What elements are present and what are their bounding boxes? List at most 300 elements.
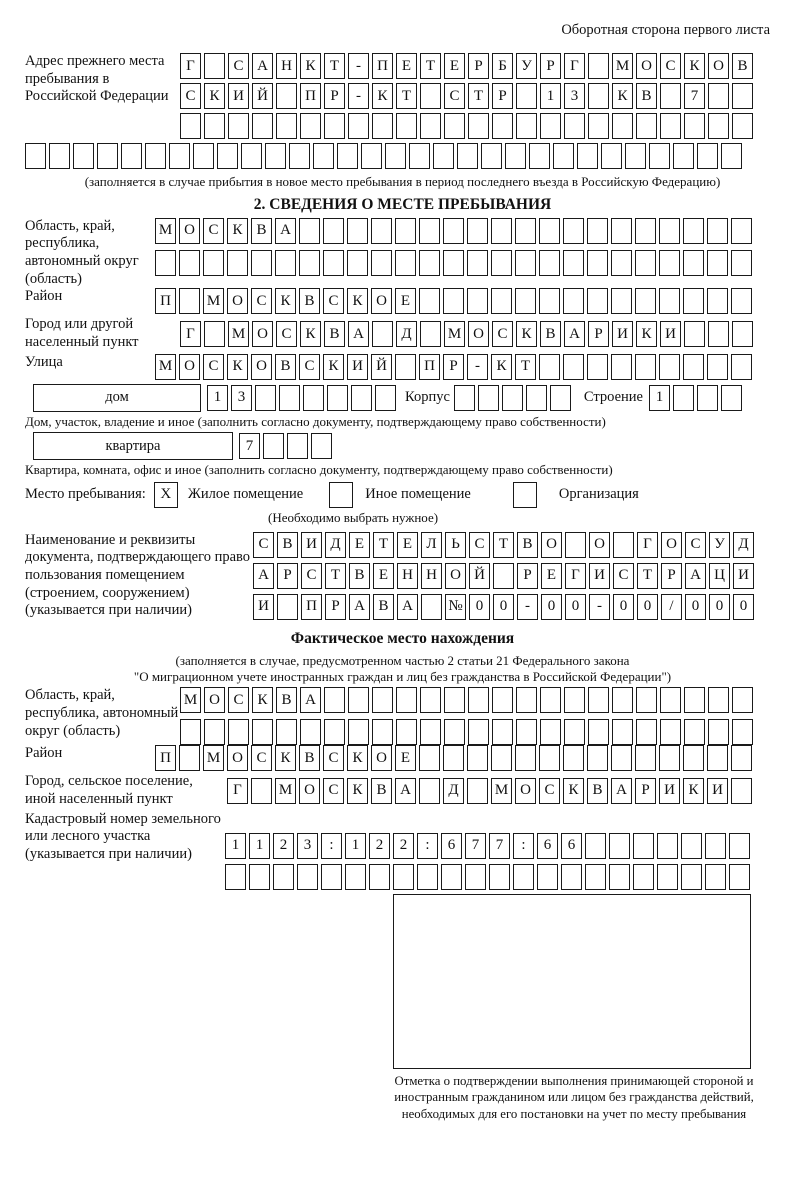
char-cell[interactable] xyxy=(227,250,248,276)
char-cell[interactable] xyxy=(372,113,393,139)
char-cell[interactable] xyxy=(732,687,753,713)
char-cell[interactable]: А xyxy=(349,594,370,620)
char-cell[interactable]: О xyxy=(251,354,272,380)
char-cell[interactable]: : xyxy=(513,833,534,859)
char-cell[interactable]: К xyxy=(227,354,248,380)
char-cell[interactable] xyxy=(684,321,705,347)
char-cell[interactable] xyxy=(588,687,609,713)
char-cell[interactable]: О xyxy=(204,687,225,713)
char-cell[interactable] xyxy=(420,321,441,347)
char-cell[interactable] xyxy=(515,745,536,771)
char-cell[interactable]: В xyxy=(540,321,561,347)
char-cell[interactable] xyxy=(277,594,298,620)
char-cell[interactable]: О xyxy=(227,745,248,771)
char-cell[interactable]: М xyxy=(491,778,512,804)
char-cell[interactable]: Т xyxy=(396,83,417,109)
char-cell[interactable] xyxy=(502,385,523,411)
char-cell[interactable] xyxy=(323,250,344,276)
char-cell[interactable]: Л xyxy=(421,532,442,558)
char-cell[interactable] xyxy=(73,143,94,169)
char-cell[interactable] xyxy=(721,385,742,411)
char-cell[interactable] xyxy=(145,143,166,169)
char-cell[interactable] xyxy=(731,218,752,244)
char-cell[interactable] xyxy=(683,354,704,380)
char-cell[interactable] xyxy=(204,719,225,745)
char-cell[interactable]: 7 xyxy=(465,833,486,859)
char-cell[interactable] xyxy=(409,143,430,169)
char-cell[interactable]: 2 xyxy=(273,833,294,859)
char-cell[interactable] xyxy=(732,719,753,745)
char-cell[interactable] xyxy=(587,354,608,380)
char-cell[interactable] xyxy=(300,719,321,745)
char-cell[interactable]: С xyxy=(251,288,272,314)
char-cell[interactable]: 6 xyxy=(537,833,558,859)
char-cell[interactable]: К xyxy=(300,321,321,347)
char-cell[interactable] xyxy=(601,143,622,169)
char-cell[interactable] xyxy=(540,687,561,713)
char-cell[interactable] xyxy=(255,385,276,411)
char-cell[interactable] xyxy=(179,745,200,771)
char-cell[interactable] xyxy=(708,83,729,109)
char-cell[interactable] xyxy=(612,113,633,139)
char-cell[interactable] xyxy=(707,288,728,314)
char-cell[interactable]: Н xyxy=(276,53,297,79)
char-cell[interactable] xyxy=(180,113,201,139)
char-cell[interactable] xyxy=(659,250,680,276)
char-cell[interactable]: И xyxy=(347,354,368,380)
char-cell[interactable]: Д xyxy=(325,532,346,558)
char-cell[interactable] xyxy=(683,288,704,314)
char-cell[interactable] xyxy=(636,719,657,745)
char-cell[interactable] xyxy=(204,321,225,347)
char-cell[interactable] xyxy=(681,864,702,890)
char-cell[interactable] xyxy=(467,745,488,771)
char-cell[interactable] xyxy=(659,288,680,314)
char-cell[interactable]: № xyxy=(445,594,466,620)
char-cell[interactable] xyxy=(659,745,680,771)
char-cell[interactable]: 6 xyxy=(561,833,582,859)
char-cell[interactable] xyxy=(731,250,752,276)
char-cell[interactable] xyxy=(611,250,632,276)
char-cell[interactable]: Т xyxy=(637,563,658,589)
char-cell[interactable] xyxy=(588,113,609,139)
char-cell[interactable] xyxy=(251,778,272,804)
char-cell[interactable] xyxy=(275,250,296,276)
char-cell[interactable] xyxy=(228,113,249,139)
char-cell[interactable]: С xyxy=(660,53,681,79)
char-cell[interactable]: М xyxy=(612,53,633,79)
char-cell[interactable] xyxy=(683,218,704,244)
char-cell[interactable] xyxy=(588,53,609,79)
char-cell[interactable]: Е xyxy=(349,532,370,558)
char-cell[interactable]: Т xyxy=(324,53,345,79)
char-cell[interactable] xyxy=(417,864,438,890)
char-cell[interactable] xyxy=(276,113,297,139)
char-cell[interactable] xyxy=(279,385,300,411)
char-cell[interactable]: Ц xyxy=(709,563,730,589)
char-cell[interactable] xyxy=(540,719,561,745)
char-cell[interactable]: М xyxy=(275,778,296,804)
char-cell[interactable] xyxy=(660,687,681,713)
zhiloe-checkbox[interactable]: X xyxy=(154,482,178,508)
char-cell[interactable] xyxy=(321,864,342,890)
char-cell[interactable]: П xyxy=(301,594,322,620)
char-cell[interactable]: У xyxy=(709,532,730,558)
char-cell[interactable] xyxy=(563,354,584,380)
char-cell[interactable] xyxy=(371,250,392,276)
char-cell[interactable]: Ь xyxy=(445,532,466,558)
char-cell[interactable]: И xyxy=(253,594,274,620)
char-cell[interactable]: Е xyxy=(395,745,416,771)
char-cell[interactable] xyxy=(180,719,201,745)
char-cell[interactable] xyxy=(707,218,728,244)
char-cell[interactable]: В xyxy=(324,321,345,347)
char-cell[interactable]: П xyxy=(372,53,393,79)
char-cell[interactable] xyxy=(337,143,358,169)
char-cell[interactable]: А xyxy=(397,594,418,620)
char-cell[interactable] xyxy=(419,778,440,804)
char-cell[interactable] xyxy=(539,354,560,380)
char-cell[interactable] xyxy=(564,687,585,713)
char-cell[interactable]: О xyxy=(371,288,392,314)
char-cell[interactable]: С xyxy=(253,532,274,558)
char-cell[interactable] xyxy=(565,532,586,558)
char-cell[interactable]: С xyxy=(228,687,249,713)
char-cell[interactable]: 2 xyxy=(369,833,390,859)
char-cell[interactable] xyxy=(478,385,499,411)
char-cell[interactable] xyxy=(635,218,656,244)
char-cell[interactable]: К xyxy=(227,218,248,244)
char-cell[interactable]: К xyxy=(372,83,393,109)
char-cell[interactable] xyxy=(444,687,465,713)
char-cell[interactable] xyxy=(251,250,272,276)
char-cell[interactable] xyxy=(372,321,393,347)
char-cell[interactable]: 0 xyxy=(637,594,658,620)
char-cell[interactable] xyxy=(635,354,656,380)
char-cell[interactable]: Р xyxy=(635,778,656,804)
char-cell[interactable] xyxy=(553,143,574,169)
char-cell[interactable]: О xyxy=(227,288,248,314)
char-cell[interactable] xyxy=(467,778,488,804)
char-cell[interactable]: К xyxy=(275,745,296,771)
char-cell[interactable]: 1 xyxy=(540,83,561,109)
char-cell[interactable] xyxy=(217,143,238,169)
char-cell[interactable] xyxy=(491,218,512,244)
char-cell[interactable]: Е xyxy=(395,288,416,314)
char-cell[interactable]: К xyxy=(636,321,657,347)
char-cell[interactable]: Р xyxy=(517,563,538,589)
char-cell[interactable]: М xyxy=(203,288,224,314)
char-cell[interactable] xyxy=(708,719,729,745)
char-cell[interactable] xyxy=(708,687,729,713)
char-cell[interactable] xyxy=(468,113,489,139)
char-cell[interactable]: Е xyxy=(373,563,394,589)
char-cell[interactable]: С xyxy=(299,354,320,380)
char-cell[interactable]: А xyxy=(300,687,321,713)
char-cell[interactable]: Т xyxy=(468,83,489,109)
char-cell[interactable]: О xyxy=(589,532,610,558)
char-cell[interactable]: Р xyxy=(492,83,513,109)
char-cell[interactable] xyxy=(491,250,512,276)
char-cell[interactable] xyxy=(467,288,488,314)
char-cell[interactable] xyxy=(249,864,270,890)
char-cell[interactable]: 7 xyxy=(489,833,510,859)
char-cell[interactable]: 0 xyxy=(685,594,706,620)
char-cell[interactable] xyxy=(419,250,440,276)
char-cell[interactable] xyxy=(420,719,441,745)
char-cell[interactable]: И xyxy=(707,778,728,804)
char-cell[interactable] xyxy=(613,532,634,558)
char-cell[interactable] xyxy=(673,385,694,411)
char-cell[interactable] xyxy=(204,113,225,139)
char-cell[interactable] xyxy=(684,687,705,713)
char-cell[interactable]: С xyxy=(180,83,201,109)
char-cell[interactable]: Г xyxy=(564,53,585,79)
char-cell[interactable] xyxy=(121,143,142,169)
char-cell[interactable]: С xyxy=(323,288,344,314)
char-cell[interactable]: П xyxy=(155,288,176,314)
char-cell[interactable]: К xyxy=(612,83,633,109)
char-cell[interactable] xyxy=(49,143,70,169)
char-cell[interactable] xyxy=(588,83,609,109)
inoe-checkbox[interactable] xyxy=(329,482,353,508)
char-cell[interactable]: О xyxy=(515,778,536,804)
char-cell[interactable] xyxy=(539,250,560,276)
char-cell[interactable]: В xyxy=(373,594,394,620)
char-cell[interactable] xyxy=(705,864,726,890)
char-cell[interactable] xyxy=(636,687,657,713)
char-cell[interactable]: Г xyxy=(565,563,586,589)
char-cell[interactable] xyxy=(707,745,728,771)
char-cell[interactable]: Т xyxy=(373,532,394,558)
char-cell[interactable] xyxy=(345,864,366,890)
char-cell[interactable] xyxy=(273,864,294,890)
char-cell[interactable]: 1 xyxy=(225,833,246,859)
char-cell[interactable] xyxy=(492,113,513,139)
char-cell[interactable]: К xyxy=(204,83,225,109)
char-cell[interactable]: А xyxy=(348,321,369,347)
char-cell[interactable]: 0 xyxy=(493,594,514,620)
char-cell[interactable]: С xyxy=(323,745,344,771)
char-cell[interactable] xyxy=(563,218,584,244)
char-cell[interactable] xyxy=(25,143,46,169)
char-cell[interactable] xyxy=(481,143,502,169)
char-cell[interactable] xyxy=(657,864,678,890)
char-cell[interactable] xyxy=(468,719,489,745)
char-cell[interactable]: Р xyxy=(324,83,345,109)
char-cell[interactable] xyxy=(550,385,571,411)
char-cell[interactable]: - xyxy=(348,53,369,79)
char-cell[interactable]: : xyxy=(417,833,438,859)
char-cell[interactable]: К xyxy=(491,354,512,380)
char-cell[interactable] xyxy=(348,113,369,139)
char-cell[interactable]: К xyxy=(323,354,344,380)
char-cell[interactable] xyxy=(385,143,406,169)
char-cell[interactable]: И xyxy=(228,83,249,109)
char-cell[interactable] xyxy=(649,143,670,169)
char-cell[interactable] xyxy=(313,143,334,169)
char-cell[interactable] xyxy=(265,143,286,169)
char-cell[interactable] xyxy=(673,143,694,169)
char-cell[interactable] xyxy=(731,778,752,804)
char-cell[interactable] xyxy=(708,321,729,347)
char-cell[interactable]: С xyxy=(251,745,272,771)
char-cell[interactable] xyxy=(585,833,606,859)
char-cell[interactable] xyxy=(433,143,454,169)
char-cell[interactable] xyxy=(611,354,632,380)
char-cell[interactable]: Е xyxy=(444,53,465,79)
char-cell[interactable] xyxy=(297,864,318,890)
char-cell[interactable]: Р xyxy=(277,563,298,589)
char-cell[interactable] xyxy=(395,218,416,244)
char-cell[interactable] xyxy=(587,250,608,276)
char-cell[interactable]: Й xyxy=(469,563,490,589)
char-cell[interactable]: В xyxy=(277,532,298,558)
char-cell[interactable]: О xyxy=(636,53,657,79)
char-cell[interactable]: А xyxy=(395,778,416,804)
char-cell[interactable] xyxy=(204,53,225,79)
dom-type-box[interactable]: дом xyxy=(33,384,201,412)
char-cell[interactable]: С xyxy=(469,532,490,558)
char-cell[interactable]: К xyxy=(347,745,368,771)
char-cell[interactable] xyxy=(467,218,488,244)
char-cell[interactable] xyxy=(657,833,678,859)
char-cell[interactable] xyxy=(457,143,478,169)
char-cell[interactable] xyxy=(660,113,681,139)
char-cell[interactable]: А xyxy=(253,563,274,589)
char-cell[interactable]: С xyxy=(301,563,322,589)
char-cell[interactable] xyxy=(729,864,750,890)
char-cell[interactable]: Е xyxy=(397,532,418,558)
char-cell[interactable] xyxy=(193,143,214,169)
char-cell[interactable] xyxy=(324,113,345,139)
char-cell[interactable] xyxy=(348,719,369,745)
char-cell[interactable] xyxy=(420,687,441,713)
char-cell[interactable]: О xyxy=(179,218,200,244)
char-cell[interactable]: О xyxy=(541,532,562,558)
char-cell[interactable]: М xyxy=(444,321,465,347)
char-cell[interactable] xyxy=(516,687,537,713)
char-cell[interactable] xyxy=(611,745,632,771)
char-cell[interactable]: Д xyxy=(443,778,464,804)
char-cell[interactable]: О xyxy=(371,745,392,771)
char-cell[interactable] xyxy=(539,218,560,244)
char-cell[interactable] xyxy=(492,719,513,745)
char-cell[interactable]: М xyxy=(203,745,224,771)
char-cell[interactable] xyxy=(513,864,534,890)
char-cell[interactable]: И xyxy=(733,563,754,589)
char-cell[interactable] xyxy=(276,719,297,745)
char-cell[interactable]: В xyxy=(299,745,320,771)
char-cell[interactable]: 0 xyxy=(541,594,562,620)
char-cell[interactable] xyxy=(539,745,560,771)
char-cell[interactable]: 6 xyxy=(441,833,462,859)
organizaciya-checkbox[interactable] xyxy=(513,482,537,508)
char-cell[interactable] xyxy=(515,250,536,276)
char-cell[interactable]: Р xyxy=(325,594,346,620)
char-cell[interactable] xyxy=(659,354,680,380)
char-cell[interactable]: Н xyxy=(421,563,442,589)
char-cell[interactable] xyxy=(225,864,246,890)
char-cell[interactable]: В xyxy=(276,687,297,713)
char-cell[interactable]: - xyxy=(517,594,538,620)
char-cell[interactable]: : xyxy=(321,833,342,859)
char-cell[interactable]: М xyxy=(228,321,249,347)
char-cell[interactable]: Р xyxy=(588,321,609,347)
char-cell[interactable]: Б xyxy=(492,53,513,79)
char-cell[interactable]: П xyxy=(419,354,440,380)
char-cell[interactable]: М xyxy=(155,218,176,244)
char-cell[interactable] xyxy=(419,745,440,771)
char-cell[interactable]: К xyxy=(683,778,704,804)
char-cell[interactable] xyxy=(697,143,718,169)
char-cell[interactable]: К xyxy=(252,687,273,713)
char-cell[interactable] xyxy=(625,143,646,169)
char-cell[interactable]: М xyxy=(155,354,176,380)
char-cell[interactable]: Р xyxy=(540,53,561,79)
char-cell[interactable] xyxy=(660,719,681,745)
char-cell[interactable] xyxy=(635,745,656,771)
char-cell[interactable] xyxy=(372,719,393,745)
char-cell[interactable] xyxy=(561,864,582,890)
char-cell[interactable] xyxy=(505,143,526,169)
char-cell[interactable]: Р xyxy=(661,563,682,589)
char-cell[interactable] xyxy=(443,218,464,244)
char-cell[interactable]: К xyxy=(516,321,537,347)
char-cell[interactable] xyxy=(444,719,465,745)
char-cell[interactable] xyxy=(611,288,632,314)
char-cell[interactable]: П xyxy=(155,745,176,771)
char-cell[interactable]: С xyxy=(203,218,224,244)
char-cell[interactable]: О xyxy=(252,321,273,347)
char-cell[interactable] xyxy=(396,113,417,139)
char-cell[interactable] xyxy=(179,250,200,276)
char-cell[interactable]: Е xyxy=(396,53,417,79)
char-cell[interactable] xyxy=(633,864,654,890)
char-cell[interactable] xyxy=(515,288,536,314)
kvartira-type-box[interactable]: квартира xyxy=(33,432,233,460)
char-cell[interactable]: 0 xyxy=(613,594,634,620)
char-cell[interactable] xyxy=(491,745,512,771)
char-cell[interactable] xyxy=(729,833,750,859)
char-cell[interactable]: В xyxy=(251,218,272,244)
char-cell[interactable] xyxy=(585,864,606,890)
char-cell[interactable]: О xyxy=(445,563,466,589)
char-cell[interactable]: 0 xyxy=(733,594,754,620)
char-cell[interactable]: 1 xyxy=(345,833,366,859)
char-cell[interactable]: Г xyxy=(180,53,201,79)
char-cell[interactable] xyxy=(303,385,324,411)
char-cell[interactable]: С xyxy=(685,532,706,558)
char-cell[interactable]: А xyxy=(252,53,273,79)
char-cell[interactable] xyxy=(263,433,284,459)
char-cell[interactable] xyxy=(465,864,486,890)
char-cell[interactable] xyxy=(611,218,632,244)
char-cell[interactable]: Т xyxy=(420,53,441,79)
char-cell[interactable]: В xyxy=(587,778,608,804)
char-cell[interactable]: Р xyxy=(443,354,464,380)
char-cell[interactable] xyxy=(491,288,512,314)
char-cell[interactable] xyxy=(372,687,393,713)
char-cell[interactable] xyxy=(732,83,753,109)
char-cell[interactable] xyxy=(635,288,656,314)
char-cell[interactable]: С xyxy=(228,53,249,79)
char-cell[interactable]: О xyxy=(179,354,200,380)
char-cell[interactable]: В xyxy=(732,53,753,79)
char-cell[interactable] xyxy=(155,250,176,276)
char-cell[interactable]: М xyxy=(180,687,201,713)
char-cell[interactable]: У xyxy=(516,53,537,79)
